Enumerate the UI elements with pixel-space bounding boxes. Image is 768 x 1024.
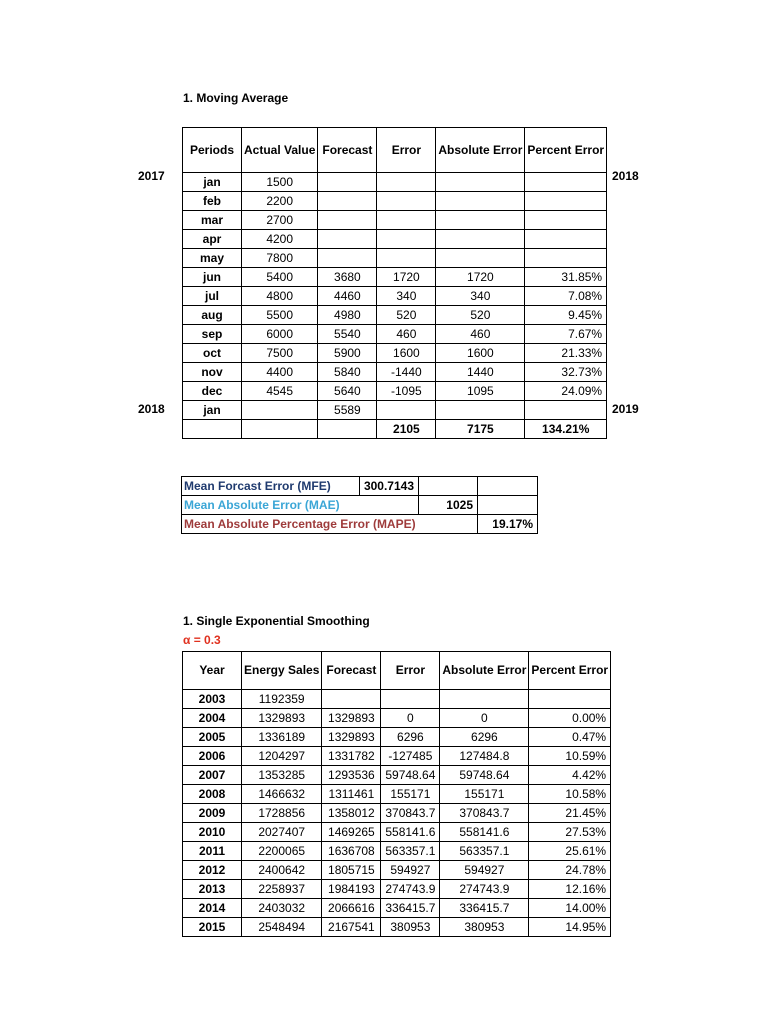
- table-cell: [525, 173, 607, 192]
- table-cell: dec: [183, 382, 242, 401]
- empty-cell: [478, 496, 538, 515]
- table-cell: 370843.7: [381, 804, 440, 823]
- table-row: [183, 306, 607, 325]
- totals-row: [183, 420, 607, 439]
- table-cell: 1636708: [322, 842, 381, 861]
- table-cell: 6000: [242, 325, 318, 344]
- mape-value: 19.17%: [478, 515, 538, 534]
- table-cell: -1095: [377, 382, 436, 401]
- table-cell: 558141.6: [381, 823, 440, 842]
- total-cell: [318, 420, 377, 439]
- table-cell: [242, 401, 318, 420]
- table-header-row: [183, 128, 607, 173]
- table-cell: oct: [183, 344, 242, 363]
- table-row: [183, 861, 611, 880]
- table-cell: [525, 192, 607, 211]
- column-header: Percent Error: [529, 652, 611, 690]
- table-row: [183, 842, 611, 861]
- table-cell: 12.16%: [529, 880, 611, 899]
- table-row: [183, 249, 607, 268]
- table-cell: 1331782: [322, 747, 381, 766]
- table-cell: [440, 690, 529, 709]
- table-cell: 1329893: [242, 709, 322, 728]
- table-cell: 1600: [377, 344, 436, 363]
- table-cell: 2014: [183, 899, 242, 918]
- table-cell: 1311461: [322, 785, 381, 804]
- table-cell: 1204297: [242, 747, 322, 766]
- table-cell: 1469265: [322, 823, 381, 842]
- table-cell: [318, 230, 377, 249]
- table-cell: 1336189: [242, 728, 322, 747]
- table-cell: 2005: [183, 728, 242, 747]
- table-row: [183, 804, 611, 823]
- table-cell: -127485: [381, 747, 440, 766]
- table-cell: may: [183, 249, 242, 268]
- table-cell: nov: [183, 363, 242, 382]
- table-cell: 5900: [318, 344, 377, 363]
- table-cell: 2200065: [242, 842, 322, 861]
- table-row: [183, 344, 607, 363]
- table-cell: 5540: [318, 325, 377, 344]
- table-row: [183, 211, 607, 230]
- table-cell: 2008: [183, 785, 242, 804]
- total-cell: 134.21%: [525, 420, 607, 439]
- table-cell: jan: [183, 401, 242, 420]
- table-cell: [529, 690, 611, 709]
- table-cell: 4400: [242, 363, 318, 382]
- table-header-row: [183, 652, 611, 690]
- table-cell: [377, 401, 436, 420]
- table-cell: 563357.1: [440, 842, 529, 861]
- table-row: [183, 899, 611, 918]
- column-header: Year: [183, 652, 242, 690]
- table-cell: 4200: [242, 230, 318, 249]
- table-cell: 2009: [183, 804, 242, 823]
- table-cell: [525, 230, 607, 249]
- table-cell: 155171: [440, 785, 529, 804]
- table-cell: 7.08%: [525, 287, 607, 306]
- error-summary-table: [181, 476, 538, 534]
- table-cell: 1293536: [322, 766, 381, 785]
- table-cell: 127484.8: [440, 747, 529, 766]
- table-cell: [525, 249, 607, 268]
- table-cell: 380953: [440, 918, 529, 937]
- table-cell: 2013: [183, 880, 242, 899]
- table-cell: 25.61%: [529, 842, 611, 861]
- table-row: [183, 230, 607, 249]
- column-header: Percent Error: [525, 128, 607, 173]
- table-cell: mar: [183, 211, 242, 230]
- table-cell: 4545: [242, 382, 318, 401]
- table-cell: 24.09%: [525, 382, 607, 401]
- table-cell: [525, 401, 607, 420]
- table-cell: 460: [377, 325, 436, 344]
- table-cell: 2403032: [242, 899, 322, 918]
- table-cell: 1984193: [322, 880, 381, 899]
- table-cell: 5500: [242, 306, 318, 325]
- table-cell: 2258937: [242, 880, 322, 899]
- total-cell: [183, 420, 242, 439]
- table-cell: [436, 192, 525, 211]
- table-cell: 1600: [436, 344, 525, 363]
- mfe-row: [182, 477, 538, 496]
- table-row: [183, 325, 607, 344]
- table-cell: [436, 230, 525, 249]
- column-header: Forecast: [318, 128, 377, 173]
- table-cell: [377, 211, 436, 230]
- table-row: [183, 287, 607, 306]
- alpha-label: α = 0.3: [183, 633, 221, 647]
- table-cell: aug: [183, 306, 242, 325]
- table-row: [183, 268, 607, 287]
- table-cell: 14.95%: [529, 918, 611, 937]
- table-cell: 3680: [318, 268, 377, 287]
- table-cell: 59748.64: [381, 766, 440, 785]
- table-row: [183, 401, 607, 420]
- empty-cell: [419, 477, 478, 496]
- table-cell: -1440: [377, 363, 436, 382]
- table-cell: 27.53%: [529, 823, 611, 842]
- table-cell: 2066616: [322, 899, 381, 918]
- column-header: Absolute Error: [436, 128, 525, 173]
- table-cell: 32.73%: [525, 363, 607, 382]
- table-cell: 1192359: [242, 690, 322, 709]
- column-header: Actual Value: [242, 128, 318, 173]
- table-cell: jan: [183, 173, 242, 192]
- table-cell: 520: [436, 306, 525, 325]
- mape-label: Mean Absolute Percentage Error (MAPE): [182, 515, 478, 534]
- table-cell: [318, 192, 377, 211]
- table-row: [183, 173, 607, 192]
- table-cell: 4460: [318, 287, 377, 306]
- table-row: [183, 363, 607, 382]
- table-cell: 1728856: [242, 804, 322, 823]
- table-cell: 9.45%: [525, 306, 607, 325]
- table-cell: 1095: [436, 382, 525, 401]
- table-cell: 0.00%: [529, 709, 611, 728]
- table-cell: 4800: [242, 287, 318, 306]
- table-cell: 1329893: [322, 728, 381, 747]
- column-header: Error: [377, 128, 436, 173]
- table-row: [183, 728, 611, 747]
- table-row: [183, 918, 611, 937]
- column-header: Error: [381, 652, 440, 690]
- table-cell: 2004: [183, 709, 242, 728]
- table-cell: 2700: [242, 211, 318, 230]
- table-cell: [318, 211, 377, 230]
- table-cell: 21.45%: [529, 804, 611, 823]
- table-row: [183, 823, 611, 842]
- table-cell: 10.58%: [529, 785, 611, 804]
- table-cell: 2003: [183, 690, 242, 709]
- table-cell: 2200: [242, 192, 318, 211]
- table-cell: [381, 690, 440, 709]
- table-cell: 6296: [381, 728, 440, 747]
- table-cell: [377, 230, 436, 249]
- table-cell: 14.00%: [529, 899, 611, 918]
- year-label-left-1: 2017: [138, 169, 165, 183]
- empty-cell: [478, 477, 538, 496]
- column-header: Absolute Error: [440, 652, 529, 690]
- table-cell: apr: [183, 230, 242, 249]
- table-row: [183, 690, 611, 709]
- table-cell: 340: [377, 287, 436, 306]
- table-cell: 4.42%: [529, 766, 611, 785]
- table-cell: 2015: [183, 918, 242, 937]
- mae-row: [182, 496, 538, 515]
- table-cell: 336415.7: [440, 899, 529, 918]
- column-header: Energy Sales: [242, 652, 322, 690]
- table-cell: jul: [183, 287, 242, 306]
- exp-smoothing-table: [182, 651, 611, 937]
- table-cell: 0: [440, 709, 529, 728]
- table-cell: 370843.7: [440, 804, 529, 823]
- mfe-label: Mean Forcast Error (MFE): [182, 477, 360, 496]
- table-cell: 5840: [318, 363, 377, 382]
- total-cell: [242, 420, 318, 439]
- mae-label: Mean Absolute Error (MAE): [182, 496, 419, 515]
- table-cell: 1720: [436, 268, 525, 287]
- table-cell: [377, 249, 436, 268]
- table-row: [183, 192, 607, 211]
- table-cell: 340: [436, 287, 525, 306]
- table-row: [183, 709, 611, 728]
- table-cell: 2167541: [322, 918, 381, 937]
- table-cell: 7800: [242, 249, 318, 268]
- table-cell: 520: [377, 306, 436, 325]
- column-header: Forecast: [322, 652, 381, 690]
- table-row: [183, 747, 611, 766]
- table-cell: [318, 249, 377, 268]
- table-cell: 2027407: [242, 823, 322, 842]
- mfe-value: 300.7143: [360, 477, 419, 496]
- table-cell: 1353285: [242, 766, 322, 785]
- table-cell: 563357.1: [381, 842, 440, 861]
- table-cell: 1805715: [322, 861, 381, 880]
- mape-row: [182, 515, 538, 534]
- table-cell: 155171: [381, 785, 440, 804]
- table-cell: 594927: [381, 861, 440, 880]
- table-cell: 2012: [183, 861, 242, 880]
- year-label-left-2: 2018: [138, 402, 165, 416]
- table-cell: 6296: [440, 728, 529, 747]
- table-cell: [525, 211, 607, 230]
- table-cell: 31.85%: [525, 268, 607, 287]
- table-cell: 460: [436, 325, 525, 344]
- table-cell: [436, 401, 525, 420]
- table-cell: 2011: [183, 842, 242, 861]
- table-row: [183, 785, 611, 804]
- table-cell: 274743.9: [381, 880, 440, 899]
- table-cell: 1358012: [322, 804, 381, 823]
- table-cell: 2548494: [242, 918, 322, 937]
- table-cell: [318, 173, 377, 192]
- table-cell: 59748.64: [440, 766, 529, 785]
- table-cell: 0: [381, 709, 440, 728]
- moving-average-title: 1. Moving Average: [183, 91, 289, 105]
- year-label-right-1: 2018: [612, 169, 639, 183]
- table-cell: [436, 173, 525, 192]
- table-cell: 558141.6: [440, 823, 529, 842]
- table-cell: [436, 249, 525, 268]
- table-cell: [322, 690, 381, 709]
- table-cell: 2400642: [242, 861, 322, 880]
- column-header: Periods: [183, 128, 242, 173]
- exp-smoothing-title: 1. Single Exponential Smoothing: [183, 614, 370, 628]
- table-cell: 2007: [183, 766, 242, 785]
- table-cell: [377, 173, 436, 192]
- table-cell: [377, 192, 436, 211]
- table-row: [183, 382, 607, 401]
- table-cell: jun: [183, 268, 242, 287]
- table-cell: 2006: [183, 747, 242, 766]
- table-cell: 5400: [242, 268, 318, 287]
- table-cell: 2010: [183, 823, 242, 842]
- table-cell: 7.67%: [525, 325, 607, 344]
- table-cell: 336415.7: [381, 899, 440, 918]
- table-cell: 1500: [242, 173, 318, 192]
- table-cell: [436, 211, 525, 230]
- table-cell: 5589: [318, 401, 377, 420]
- table-row: [183, 766, 611, 785]
- table-cell: 21.33%: [525, 344, 607, 363]
- mae-value: 1025: [419, 496, 478, 515]
- table-cell: 594927: [440, 861, 529, 880]
- table-cell: 4980: [318, 306, 377, 325]
- table-cell: 24.78%: [529, 861, 611, 880]
- total-cell: 2105: [377, 420, 436, 439]
- table-cell: feb: [183, 192, 242, 211]
- table-row: [183, 880, 611, 899]
- table-cell: 380953: [381, 918, 440, 937]
- table-cell: 274743.9: [440, 880, 529, 899]
- table-cell: 1720: [377, 268, 436, 287]
- table-cell: 7500: [242, 344, 318, 363]
- year-label-right-2: 2019: [612, 402, 639, 416]
- table-cell: 5640: [318, 382, 377, 401]
- table-cell: 1329893: [322, 709, 381, 728]
- moving-average-table: [182, 127, 607, 439]
- table-cell: 1466632: [242, 785, 322, 804]
- table-cell: 1440: [436, 363, 525, 382]
- table-cell: 10.59%: [529, 747, 611, 766]
- table-cell: sep: [183, 325, 242, 344]
- table-cell: 0.47%: [529, 728, 611, 747]
- total-cell: 7175: [436, 420, 525, 439]
